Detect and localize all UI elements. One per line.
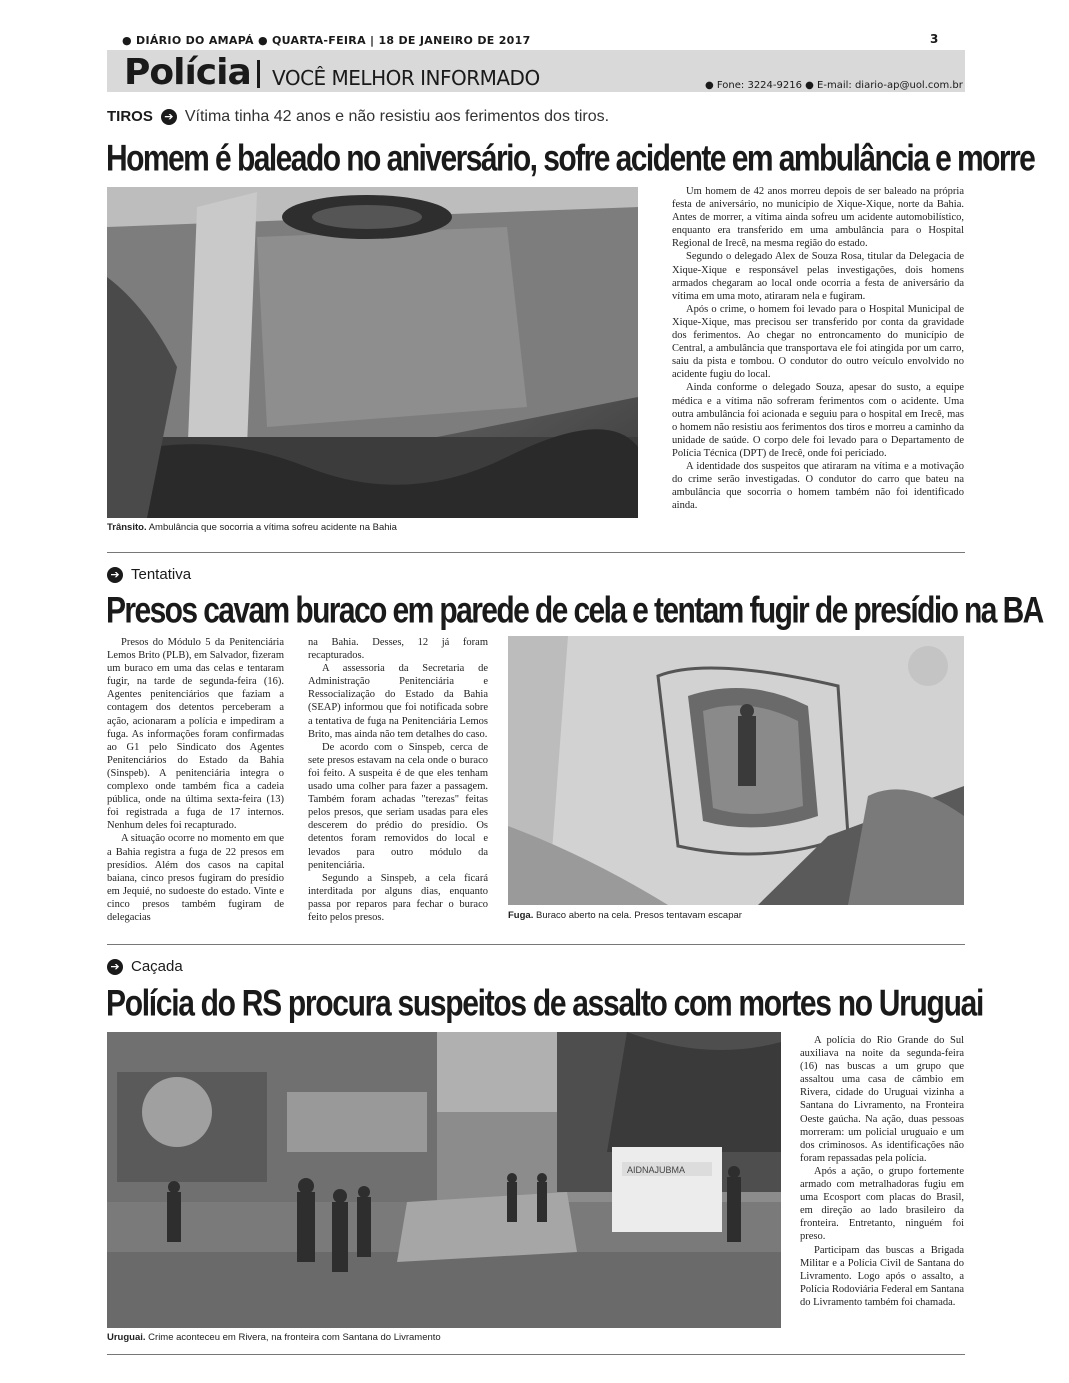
story1-kicker [107,108,609,126]
arrow-circle-icon: ➔ [107,567,123,583]
section-divider [257,60,260,88]
story2-column-2 [308,636,488,924]
ambulance-crash-image [107,187,638,518]
story3-headline: Polícia do RS procura suspeitos de assalto com mortes no Uruguai [106,983,984,1025]
story1-caption-text: Ambulância que socorria a vítima sofreu acidente na Bahia [148,522,397,533]
rivera-street-photo [107,1032,781,1328]
story3-paragraph: A polícia do Rio Grande do Sul auxiliava na noite da segunda-feira (16) nas buscas a um grupo que assaltou uma casa de câmbio em Rivera, cidade do Uruguai vizinha a Santana do Livramento, na Fronteira Oeste gaúcha. Na ação, duas pessoas morreram: um policial uruguaio e um dos criminosos. As identificações não foram repassadas pela polícia. [800,1035,964,1164]
story3-paragraph: Participam das buscas a Brigada Militar e a Polícia Civil de Santana do Livramento. Logo após o assalto, a Polícia Rodoviária Federal em Santana do Livramento também foi chamada. [800,1244,964,1308]
story2-kicker [107,566,191,584]
bottom-rule [107,1354,965,1355]
story3-kicker-text: Caçada [131,958,183,975]
story2-paragraph: Segundo a Sinspeb, a cela ficará interditada por alguns dias, enquanto passa por reparos para fechar o buraco feito pelos presos. [308,872,488,923]
story1-paragraph: Ainda conforme o delegado Souza, apesar do susto, a equipe médica e a vítima não sofreram ferimentos com o acidente. Uma outra ambulância foi acionada e seguiu para o hospital em Irecê, mas o homem não resistiu aos ferimentos dos tiros e morreu a caminho da unidade de saúde. O corpo dele foi levado para o Departamento de Polícia Técnica (DPT) de Irecê, onde foi periciado. [672,382,964,459]
story1-kicker-text: Vítima tinha 42 anos e não resistiu aos ferimentos dos tiros. [184,108,610,125]
story3-caption-label: Uruguai. [107,1332,146,1343]
story2-paragraph: na Bahia. Desses, 12 já foram recapturados. [308,637,488,662]
story3-kicker [107,958,183,976]
story3-caption [107,1332,441,1343]
story1-headline: Homem é baleado no aniversário, sofre acidente em ambulância e morre [106,138,1035,180]
story-divider [107,944,965,945]
section-title: Polícia [124,52,251,93]
story3-paragraph: Após a ação, o grupo fortemente armado com metralhadoras fugiu em uma Ecosport com placas do Brasil, em direção ao lado brasileiro da fronteira. Entretanto, ninguém foi preso. [800,1165,964,1243]
story2-caption [508,910,742,921]
rivera-street-image [107,1032,781,1328]
story1-paragraph: Um homem de 42 anos morreu depois de ser baleado na própria festa de aniversário, no município de Xique-Xique, norte da Bahia. Antes de morrer, a vítima ainda sofreu um acidente automobilístico, enquanto era transferido em uma ambulância para o Hospital Regional de Irecê, na mesma região do estado. [672,186,964,250]
story2-paragraph: A assessoria da Secretaria de Administração Penitenciária e Ressocialização do Estado da Bahia (SEAP) informou que foi notificada sobre a tentativa de fuga na Penitenciária Lemos Brito, mas ainda não tem detalhes do caso. [308,663,488,740]
story2-column-1 [107,636,284,924]
cell-hole-image [508,636,964,905]
story1-paragraph: Após o crime, o homem foi levado para o Hospital Municipal de Xique-Xique, mas precisou ser transferido por conta da gravidade dos ferimentos. Ao chegar no entroncamento do município de Central, a ambulância que transportava ele foi atingida por um carro, saiu da pista e tombou. O condutor do outro veículo envolvido no acidente fugiu do local. [672,303,964,381]
contact-info: ● Fone: 3224-9216 ● E-mail: diario-ap@uol.com.br [705,80,963,91]
page-number: 3 [930,32,939,46]
arrow-circle-icon: ➔ [107,959,123,975]
story-divider [107,552,965,553]
story1-body [672,185,964,512]
story1-caption [107,522,397,533]
story1-paragraph: Segundo o delegado Alex de Souza Rosa, titular da Delegacia de Xique-Xique e responsável pelas investigações, dois homens armados chegaram ao local onde ocorria a festa de aniversário da vítima em uma moto, atiraram nela e fugiram. [672,251,964,302]
story3-body [800,1034,964,1309]
story2-paragraph: Presos do Módulo 5 da Penitenciária Lemos Brito (PLB), em Salvador, fizeram um buraco em uma das celas e tentaram fugir, na tarde de segunda-feira (16). Agentes penitenciários que faziam a contagem dos detentos perceberam a ação, acionaram a polícia e impediram a fuga. As informações foram confirmadas ao G1 pelo Sindicato dos Agentes Penitenciários do Estado da Bahia (Sinspeb). A penitenciária integra o complexo onde também fica a cadeia pública, onde na última sexta-feira (13) foi registrada a fuga de 17 internos. Nenhum deles foi recapturado. [107,637,284,832]
story2-caption-text: Buraco aberto na cela. Presos tentavam escapar [535,910,742,921]
story1-tag: TIROS [107,108,153,125]
arrow-circle-icon: ➔ [161,109,177,125]
section-tagline: VOCÊ MELHOR INFORMADO [272,66,540,90]
ambulance-sign: AIDNAJUBMA [627,1165,686,1175]
ambulance-crash-photo [107,187,638,518]
dateline: ● DIÁRIO DO AMAPÁ ● QUARTA-FEIRA | 18 DE JANEIRO DE 2017 [122,34,531,47]
cell-hole-photo [508,636,964,905]
story2-paragraph: De acordo com o Sinspeb, cerca de sete presos estavam na cela onde o buraco foi feito. A suspeita é de que eles tenham usado uma colher para fazer a passagem. Também foram achadas "terezas" feitas pelos presos, que seriam usadas para eles descerem do prédio do presídio. Os detentos foram removidos do local e levados para outro módulo da penitenciária. [308,741,488,871]
story2-paragraph: A situação ocorre no momento em que a Bahia registra a fuga de 22 presos em presídios. Além dos casos na capital baiana, cinco presos fugiram do presídio em Jequié, no sudoeste do estado. Vinte e cinco presos também fugiram de delegacias [107,833,284,923]
story1-caption-label: Trânsito. [107,522,147,533]
story3-caption-text: Crime aconteceu em Rivera, na fronteira com Santana do Livramento [148,1332,441,1343]
story1-paragraph: A identidade dos suspeitos que atiraram na vítima e a motivação do crime serão investigadas. O condutor do carro que bateu na ambulância que socorria o homem também não foi identificado ainda. [672,460,964,512]
story2-caption-label: Fuga. [508,910,534,921]
story2-kicker-text: Tentativa [131,566,192,583]
story2-headline: Presos cavam buraco em parede de cela e tentam fugir de presídio na BA [106,590,1043,632]
